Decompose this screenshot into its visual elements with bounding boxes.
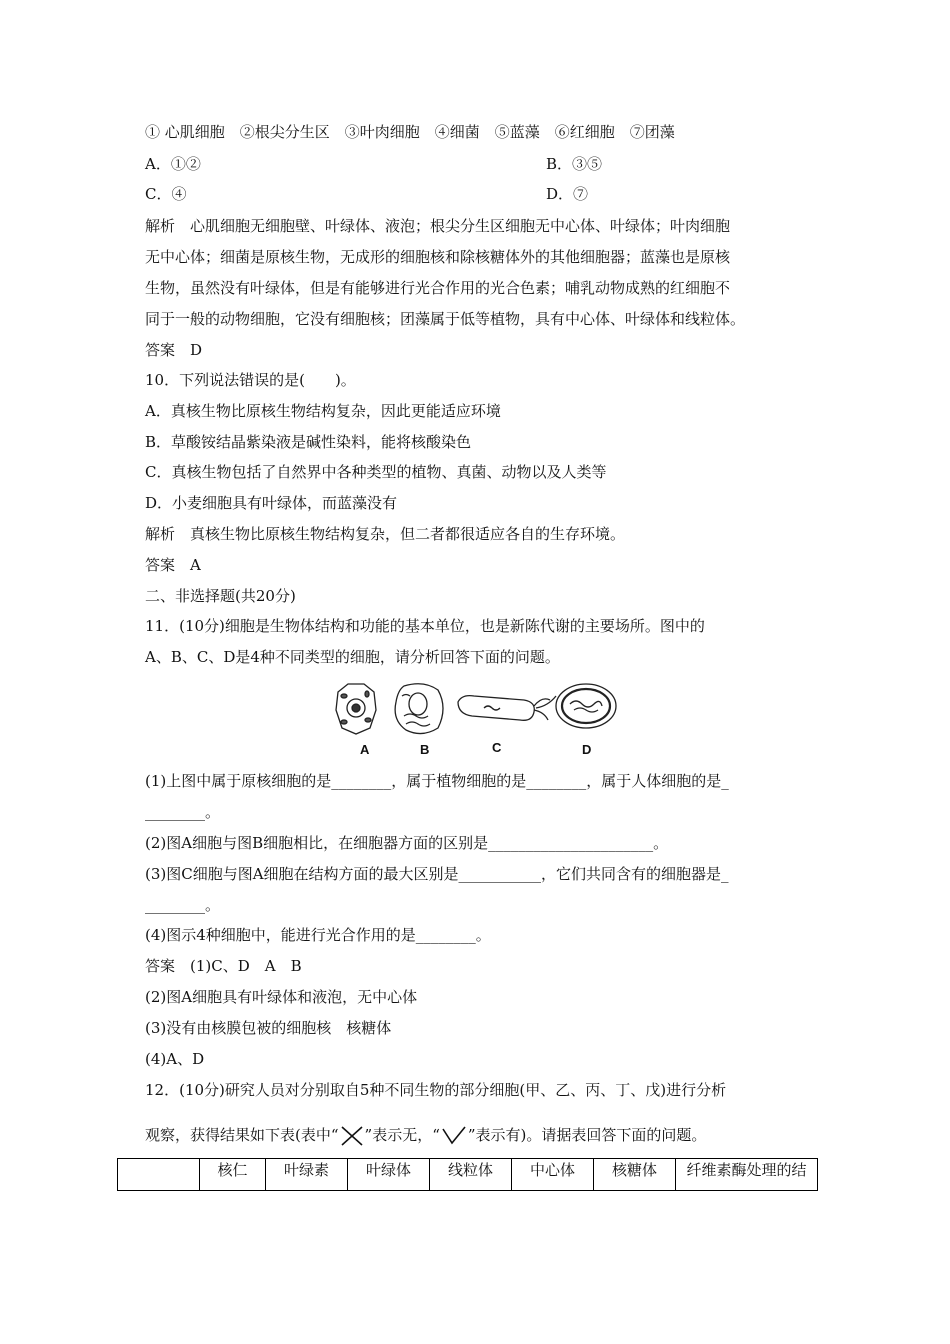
q10-stem: 10．下列说法错误的是( )。	[145, 371, 356, 389]
results-table	[117, 1158, 818, 1191]
q11-answer-1: 答案 (1)C、D A B	[145, 957, 302, 975]
q10-option-d: D．小麦细胞具有叶绿体，而蓝藻没有	[145, 494, 398, 512]
table-header-cell: 核糖体	[594, 1159, 676, 1191]
q9-answer: 答案 D	[145, 341, 203, 359]
check-mark-icon	[440, 1125, 468, 1147]
q10-answer: 答案 A	[145, 556, 201, 574]
cross-mark-icon	[339, 1125, 365, 1147]
figure-label-c: C	[492, 740, 502, 755]
cell-a-drawing	[336, 684, 376, 734]
q11-part4: (4)图示4种细胞中，能进行光合作用的是________。	[145, 926, 491, 944]
table-header-cell: 线粒体	[430, 1159, 512, 1191]
q11-answer-4: (4)A、D	[145, 1050, 205, 1068]
section-heading: 二、非选择题(共20分)	[145, 587, 296, 605]
table-header-cell: 叶绿素	[266, 1159, 348, 1191]
q12-text-part1: 观察，获得结果如下表(表中“	[145, 1126, 339, 1144]
figure-label-d: D	[582, 742, 592, 757]
q11-answer-2: (2)图A细胞具有叶绿体和液泡，无中心体	[145, 988, 418, 1006]
cell-d-drawing	[556, 684, 616, 728]
q11-stem-line-1: 11．(10分)细胞是生物体结构和功能的基本单位，也是新陈代谢的主要场所。图中的	[145, 617, 705, 635]
table-header-cell	[118, 1159, 200, 1191]
q9-analysis-line-3: 生物，虽然没有叶绿体，但是有能够进行光合作用的光合色素；哺乳动物成熟的红细胞不	[145, 279, 731, 297]
cell-diagrams-icon	[334, 680, 624, 740]
q12-stem-line-1: 12．(10分)研究人员对分别取自5种不同生物的部分细胞(甲、乙、丙、丁、戊)进行分析	[145, 1081, 727, 1099]
table-header-cell: 纤维素酶处理的结	[676, 1159, 818, 1191]
q9-option-d: D．⑦	[546, 185, 589, 203]
cell-b-drawing	[395, 684, 443, 734]
q9-option-a: A．①②	[145, 155, 201, 173]
figure-label-a: A	[360, 742, 370, 757]
q10-option-b: B．草酸铵结晶紫染液是碱性染料，能将核酸染色	[145, 433, 472, 451]
q9-option-c: C．④	[145, 185, 187, 203]
q10-option-c: C．真核生物包括了自然界中各种类型的植物、真菌、动物以及人类等	[145, 463, 607, 481]
q12-stem-line-2	[145, 1125, 706, 1147]
table-header-cell: 核仁	[200, 1159, 266, 1191]
q9-analysis-line-1: 解析 心肌细胞无细胞壁、叶绿体、液泡；根尖分生区细胞无中心体、叶绿体；叶肉细胞	[145, 217, 731, 235]
cell-c-drawing	[458, 696, 556, 721]
q11-part3-line-1: (3)图C细胞与图A细胞在结构方面的最大区别是___________，它们共同含有的细胞器是_	[145, 865, 729, 883]
q11-part3-line-2: ________。	[145, 896, 221, 914]
q11-stem-line-2: A、B、C、D是4种不同类型的细胞，请分析回答下面的问题。	[145, 648, 560, 666]
q9-options-list: ① 心肌细胞 ②根尖分生区 ③叶肉细胞 ④细菌 ⑤蓝藻 ⑥红细胞 ⑦团藻	[145, 123, 675, 141]
q9-option-b: B．③⑤	[546, 155, 603, 173]
figure-label-b: B	[420, 742, 430, 757]
table-header-cell: 中心体	[512, 1159, 594, 1191]
q10-analysis: 解析 真核生物比原核生物结构复杂，但二者都很适应各自的生存环境。	[145, 525, 626, 543]
q10-option-a: A．真核生物比原核生物结构复杂，因此更能适应环境	[145, 402, 501, 420]
q11-answer-3: (3)没有由核膜包被的细胞核 核糖体	[145, 1019, 392, 1037]
q9-analysis-line-2: 无中心体；细菌是原核生物，无成形的细胞核和除核糖体外的其他细胞器；蓝藻也是原核	[145, 248, 731, 266]
q12-text-part3: ”表示有)。请据表回答下面的问题。	[467, 1126, 707, 1144]
q9-analysis-line-4: 同于一般的动物细胞，它没有细胞核；团藻属于低等植物，具有中心体、叶绿体和线粒体。	[145, 310, 746, 328]
q11-part2: (2)图A细胞与图B细胞相比，在细胞器方面的区别是______________________。	[145, 834, 669, 852]
table-header-cell: 叶绿体	[348, 1159, 430, 1191]
table-header-row	[118, 1159, 818, 1191]
q12-text-part2: ”表示无，“	[364, 1126, 440, 1144]
q11-part1-line-2: ________。	[145, 803, 221, 821]
cell-figure	[334, 680, 624, 760]
q11-part1-line-1: (1)上图中属于原核细胞的是________，属于植物细胞的是________，属于人体细胞的是_	[145, 772, 729, 790]
